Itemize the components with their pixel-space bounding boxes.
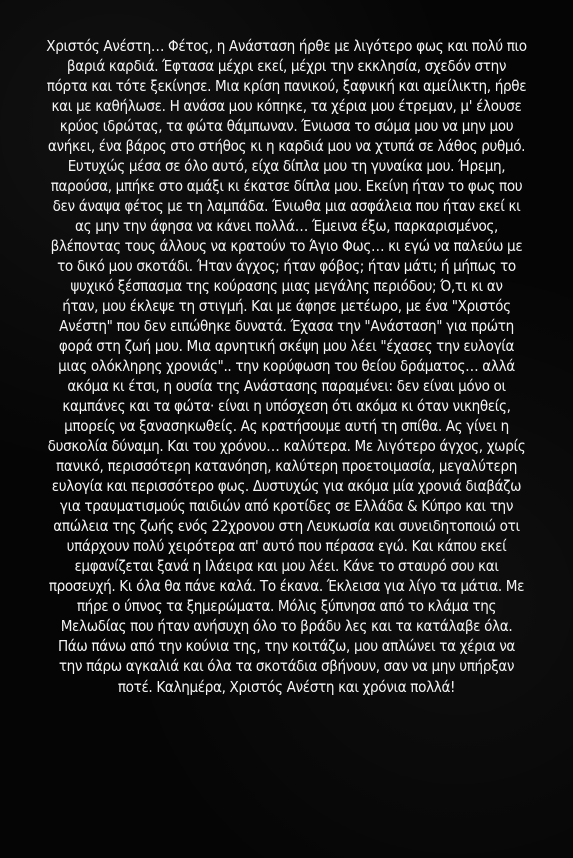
post-body-text: Χριστός Ανέστη… Φέτος, η Ανάσταση ήρθε με λιγότερο φως και πολύ πιο βαριά καρδιά. Έφτασα μέχρι εκεί, μέχρι την εκκλησία, σχεδόν στην πόρτα και τότε ξεκίνησε. Μια κρίση πανικού, ξαφνική και αμείλικτη, ήρθε και με καθήλωσε. Η ανάσα μου κόπηκε, τα χέρια μου έτρεμαν, μ' έλουσε κρύος ιδρώτας, τα φώτα θάμπωναν. Ένιωσα το σώμα μου να μην μου ανήκει, ένα βάρος στο στήθος κι η καρδιά μου να χτυπά σε λάθος ρυθμό. Ευτυχώς μέσα σε όλο αυτό, είχα δίπλα μου τη γυναίκα μου. Ήρεμη, παρούσα, μπήκε στο αμάξι κι έκατσε δίπλα μου. Εκείνη ήταν το φως που δεν άναψα φέτος με τη λαμπάδα. Ένιωθα μια ασφάλεια που ήταν εκεί κι ας μην την άφησα να κάνει πολλά… Έμεινα έξω, παρκαρισμένος, βλέποντας τους άλλους να κρατούν το Άγιο Φως… κι εγώ να παλεύω με το δικό μου σκοτάδι. Ήταν άγχος; ήταν φόβος; ήταν μάτι; ή μήπως το ψυχικό ξέσπασμα της κούρασης μιας μεγάλης περιόδου; Ό,τι κι αν ήταν, μου έκλεψε τη στιγμή. Και με άφησε μετέωρο, με ένα "Χριστός Ανέστη" που δεν ειπώθηκε δυνατά. Έχασα την "Ανάσταση" για πρώτη φορά στη ζωή μου. Μια αρνητική σκέψη μου λέει "έχασες την ευλογία μιας ολόκληρης χρονιάς".. την κορύφωση του θείου δράματος… αλλά ακόμα κι έτσι, η ουσία της Ανάστασης παραμένει: δεν είναι μόνο οι καμπάνες και τα φώτα· είναι η υπόσχεση ότι ακόμα κι όταν νικηθείς, μπορείς να ξανασηκωθείς. Ας κρατήσουμε αυτή τη σπίθα. Ας γίνει η δυσκολία δύναμη. Και του χρόνου… καλύτερα. Με λιγότερο άγχος, χωρίς πανικό, περισσότερη κατανόηση, καλύτερη προετοιμασία, μεγαλύτερη ευλογία και περισσότερο φως. Δυστυχώς για ακόμα μία χρονιά διαβάζω για τραυματισμούς παιδιών από κροτίδες σε Ελλάδα & Κύπρο και την απώλεια της ζωής ενός 22χρονου στη Λευκωσία και συνειδητοποιώ οτι υπάρχουν πολύ χειρότερα απ' αυτό που πέρασα εγώ. Και κάπου εκεί εμφανίζεται ξανά η Ιλάειρα και μου λέει. Κάνε το σταυρό σου και προσευχή. Κι όλα θα πάνε καλά. Το έκανα. Έκλεισα για λίγο τα μάτια. Με πήρε ο ύπνος τα ξημερώματα. Μόλις ξύπνησα από το κλάμα της Μελωδίας που ήταν ανήσυχη όλο το βράδυ λες και τα κατάλαβε όλα. Πάω πάνω από την κούνια της, την κοιτάζω, μου απλώνει τα χέρια να την πάρω αγκαλιά και όλα τα σκοτάδια σβήνουν, σαν να μην υπήρξαν ποτέ. Καλημέρα, Χριστός Ανέστη και χρόνια πολλά!	[46, 37, 527, 696]
